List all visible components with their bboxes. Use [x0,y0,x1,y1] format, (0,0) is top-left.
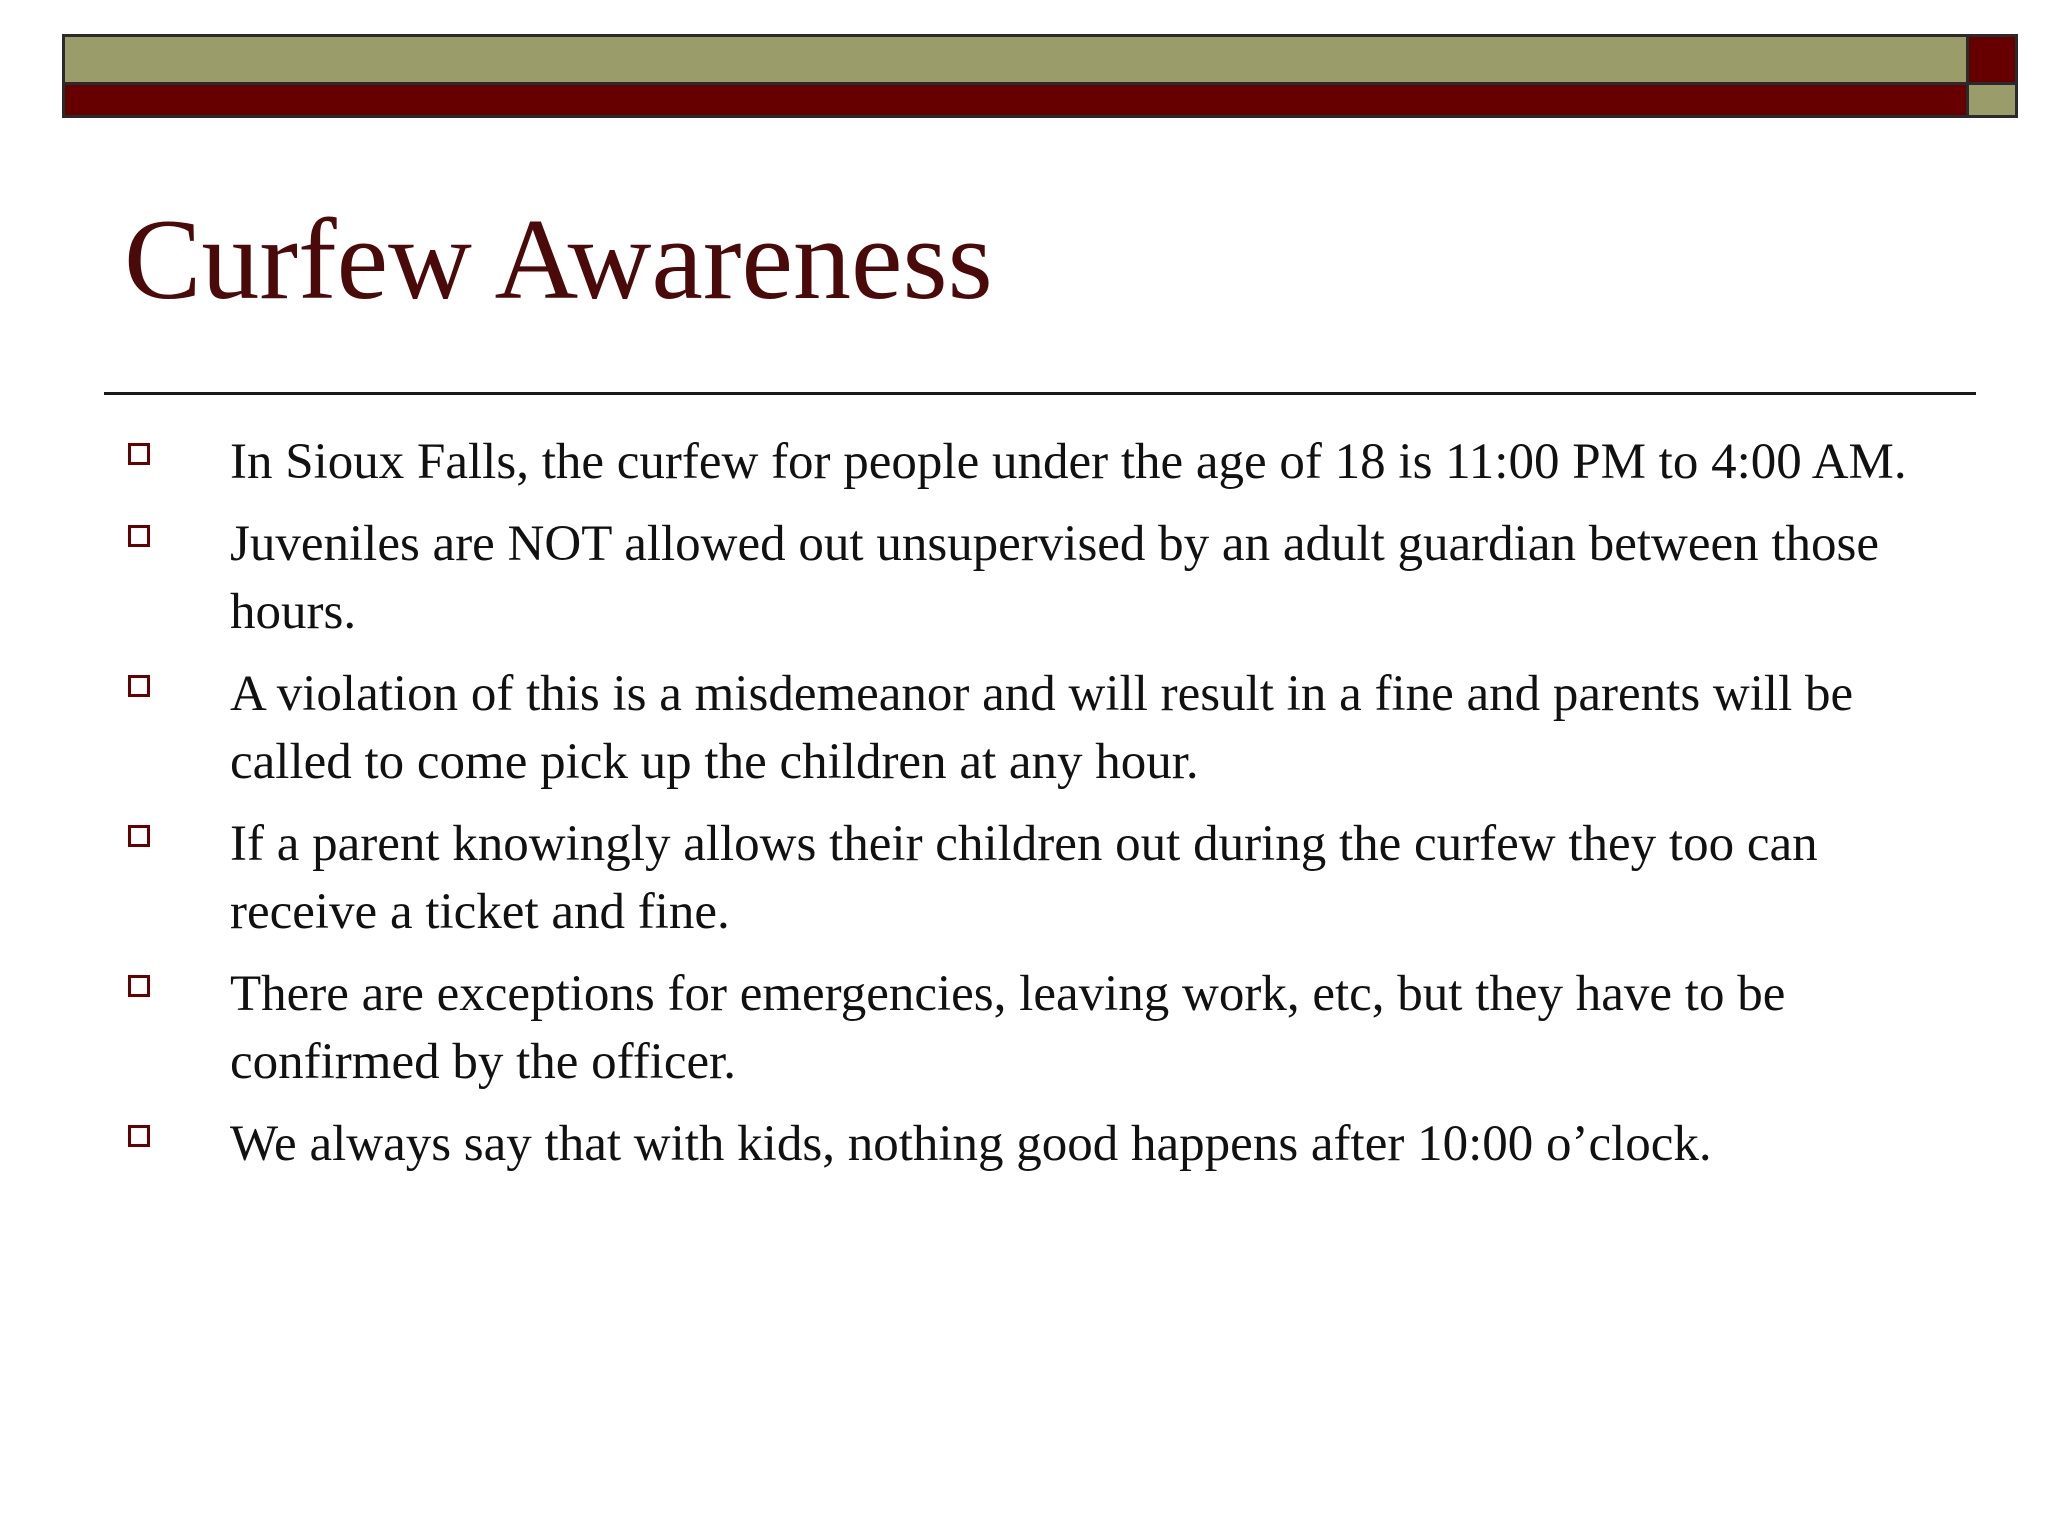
hollow-square-icon [128,825,150,847]
hollow-square-icon [128,675,150,697]
bullet-text: If a parent knowingly allows their children out during the curfew they too can receive a ticket and fine. [230,816,1818,940]
hollow-square-icon [128,975,150,997]
list-item [124,510,1944,646]
bullet-text: Juveniles are NOT allowed out unsupervised by an adult guardian between those hours. [230,516,1880,640]
hollow-square-icon [128,525,150,547]
hollow-square-icon [128,1125,150,1147]
bullet-list [124,428,1944,1192]
list-item [124,1110,1944,1178]
bullet-text: There are exceptions for emergencies, leaving work, etc, but they have to be confirmed by the officer. [230,966,1786,1090]
title-divider [104,392,1976,395]
bullet-text: A violation of this is a misdemeanor and will result in a fine and parents will be called to come pick up the children at any hour. [230,666,1854,790]
header-corner-square-maroon [1966,34,2018,85]
bullet-text: In Sioux Falls, the curfew for people under the age of 18 is 11:00 PM to 4:00 AM. [230,434,1907,490]
slide-title: Curfew Awareness [124,196,993,324]
header-corner-square-olive [1966,85,2018,118]
hollow-square-icon [128,443,150,465]
header-bar-maroon [62,85,1966,118]
header-bar-olive [62,34,1966,85]
list-item [124,810,1944,946]
bullet-text: We always say that with kids, nothing good happens after 10:00 o’clock. [230,1116,1712,1172]
list-item [124,960,1944,1096]
list-item [124,428,1944,496]
list-item [124,660,1944,796]
